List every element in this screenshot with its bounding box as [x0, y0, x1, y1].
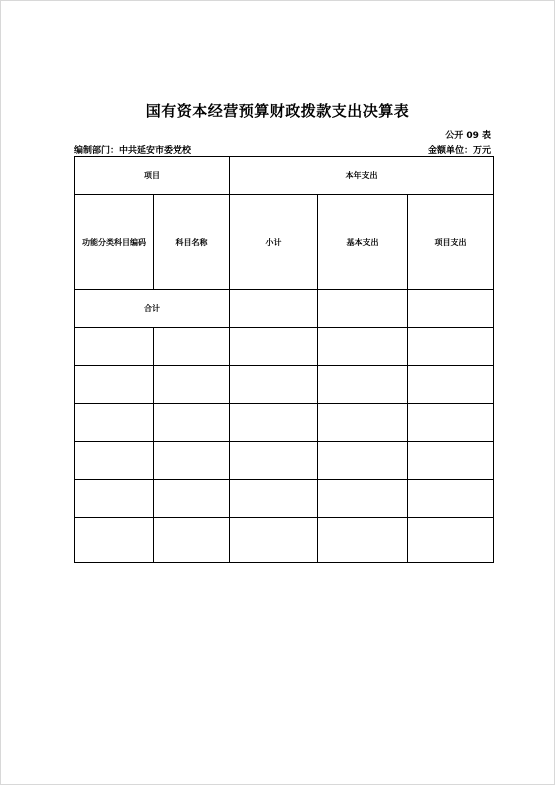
header-item: 项目	[75, 157, 230, 195]
expenditure-table	[74, 156, 494, 563]
code-cell	[75, 518, 154, 563]
subtotal-cell	[230, 366, 318, 404]
header-project-expense: 项目支出	[408, 195, 494, 290]
header-subtotal: 小计	[230, 195, 318, 290]
basic-expense-cell	[318, 328, 408, 366]
header-function-code: 功能分类科目编码	[75, 195, 154, 290]
name-cell	[154, 366, 230, 404]
code-cell	[75, 404, 154, 442]
name-cell	[154, 442, 230, 480]
subtotal-cell	[230, 442, 318, 480]
table-row	[75, 480, 494, 518]
total-subtotal-cell	[230, 290, 318, 328]
project-expense-cell	[408, 480, 494, 518]
subtotal-cell	[230, 480, 318, 518]
code-cell	[75, 366, 154, 404]
project-expense-cell	[408, 442, 494, 480]
table-code: 公开 09 表	[445, 131, 491, 141]
code-cell	[75, 442, 154, 480]
basic-expense-cell	[318, 480, 408, 518]
code-cell	[75, 480, 154, 518]
total-row	[75, 290, 494, 328]
amount-unit-label: 金额单位：万元	[427, 146, 491, 156]
table-row	[75, 404, 494, 442]
table-row	[75, 442, 494, 480]
basic-expense-cell	[318, 518, 408, 563]
basic-expense-cell	[318, 366, 408, 404]
name-cell	[154, 480, 230, 518]
header-basic-expense: 基本支出	[318, 195, 408, 290]
name-cell	[154, 404, 230, 442]
table-row	[75, 518, 494, 563]
project-expense-cell	[408, 366, 494, 404]
department-label: 编制部门：中共延安市委党校	[74, 146, 192, 156]
header-current-year-expense: 本年支出	[230, 157, 494, 195]
table-row	[75, 328, 494, 366]
total-label: 合计	[75, 290, 230, 328]
project-expense-cell	[408, 328, 494, 366]
header-subject-name: 科目名称	[154, 195, 230, 290]
project-expense-cell	[408, 404, 494, 442]
subtotal-cell	[230, 518, 318, 563]
table-row	[75, 366, 494, 404]
code-cell	[75, 328, 154, 366]
name-cell	[154, 518, 230, 563]
document-title: 国有资本经营预算财政拨款支出决算表	[145, 102, 410, 120]
subtotal-cell	[230, 404, 318, 442]
total-project-expense-cell	[408, 290, 494, 328]
basic-expense-cell	[318, 442, 408, 480]
column-header-row	[75, 195, 494, 290]
name-cell	[154, 328, 230, 366]
total-basic-expense-cell	[318, 290, 408, 328]
subtotal-cell	[230, 328, 318, 366]
basic-expense-cell	[318, 404, 408, 442]
group-header-row	[75, 157, 494, 195]
project-expense-cell	[408, 518, 494, 563]
